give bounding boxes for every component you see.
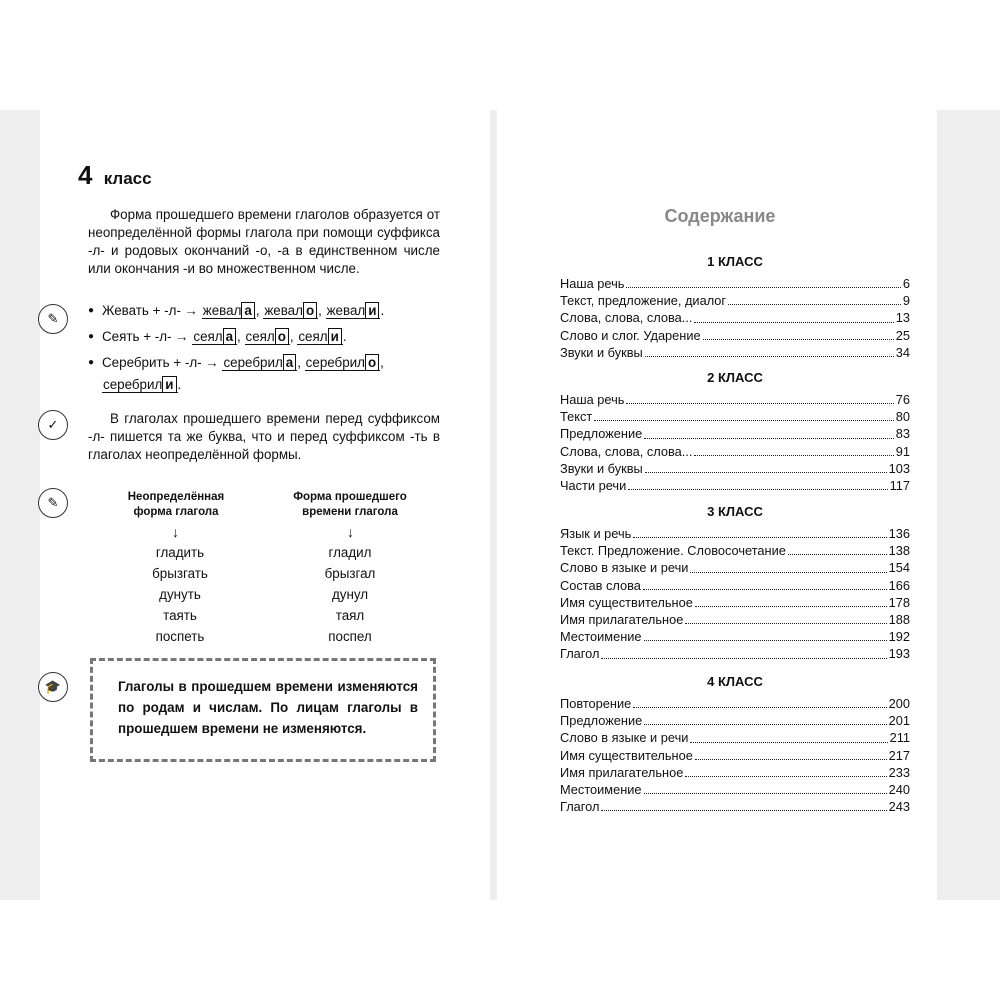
ending-box: а [223,328,236,345]
paragraph-spelling-rule: В глаголах прошедшего времени перед суффиксом -л- пишется та же буква, что и перед суффиксом -ть в глаголах неопределённой формы. [88,411,440,462]
list-item: таял [335,608,365,623]
example-form: сеял о [245,329,290,345]
toc-section [560,674,910,815]
list-item: брызгал [324,566,376,581]
example-item: ● Жевать + -л- → жевал а , жевал о , жевал и . [88,300,448,322]
column-header-infinitive: Неопределённая форма глагола [127,491,225,518]
toc-entry[interactable]: Слова, слова, слова... 91 [560,443,910,459]
toc-entry[interactable]: Наша речь 76 [560,392,910,407]
heading-number: 4 [78,160,93,190]
toc-entry[interactable]: Местоимение 192 [560,629,910,645]
list-item: поспел [328,629,372,644]
list-item: гладить [155,545,205,560]
example-form: жевал о [263,303,318,319]
toc-entry[interactable]: Текст. Предложение. Словосочетание 138 [560,543,910,559]
toc-section [560,370,910,494]
list-item: дунуть [159,587,201,602]
example-form: сеял и [297,329,342,345]
toc-entry[interactable]: Части речи 117 [560,478,910,494]
toc-entry[interactable]: Повторение 200 [560,696,910,711]
toc-entry[interactable]: Наша речь 6 [560,276,910,291]
paragraph-past-tense-formation: Форма прошедшего времени глаголов образуется от неопределённой формы глагола при помощи суффикса -л- и родовых окончаний -о, -а в единственном числе или окончания -и во множественном числе. [88,207,440,276]
toc-entry[interactable]: Глагол 243 [560,799,910,815]
toc-entry[interactable]: Предложение 201 [560,713,910,729]
list-item: брызгать [152,566,208,581]
toc-entry[interactable]: Слово и слог. Ударение 25 [560,327,910,343]
toc-section-title: 1 КЛАСС [707,254,763,269]
ending-box: о [275,328,289,345]
check-icon: ✓ [38,410,68,440]
toc-entry[interactable]: Язык и речь 136 [560,526,910,541]
toc-entry[interactable]: Звуки и буквы 103 [560,460,910,476]
down-arrow-icon: ↓ [172,524,179,540]
example-form: серебрил о [305,355,380,371]
toc-entry[interactable]: Слово в языке и речи 154 [560,560,910,576]
ending-box: о [365,354,379,371]
example-form: серебрил и [102,377,178,393]
pencil-icon-2: ✎ [38,488,68,518]
toc-section-title: 3 КЛАСС [707,504,763,519]
toc-entry[interactable]: Имя существительное 217 [560,747,910,763]
graduation-cap-icon: 🎓 [38,672,68,702]
toc-entry[interactable]: Местоимение 240 [560,782,910,798]
toc-entry[interactable]: Звуки и буквы 34 [560,344,910,360]
example-form: сеял а [192,329,237,345]
toc-entry[interactable]: Слово в языке и речи 211 [560,730,910,746]
toc-entry[interactable]: Имя прилагательное 233 [560,764,910,780]
toc-section-title: 4 КЛАСС [707,674,763,689]
ending-box: и [365,302,379,319]
ending-box: а [241,302,254,319]
list-item: таять [163,608,197,623]
toc-entry[interactable]: Слова, слова, слова... 13 [560,310,910,326]
down-arrow-icon: ↓ [347,524,354,540]
toc-title: Содержание [664,206,776,226]
page-heading [78,160,152,191]
toc-section-title: 2 КЛАСС [707,370,763,385]
list-item: дунул [331,587,369,602]
example-item: ● Сеять + -л- → сеял а , сеял о , сеял и . [88,326,448,348]
example-form: жевал а [202,303,256,319]
toc-entry[interactable]: Имя существительное 178 [560,594,910,610]
ending-box: о [303,302,317,319]
ending-box: и [162,376,176,393]
past-tense-list [300,542,400,647]
toc-entry[interactable]: Глагол 193 [560,646,910,662]
pencil-icon: ✎ [38,304,68,334]
infinitive-list [135,542,225,647]
example-form: жевал и [326,303,381,319]
column-header-past-tense: Форма прошедшего времени глагола [293,491,407,518]
example-item: ● Серебрить + -л- → серебрил а , серебрил о , серебрил и . [88,352,448,396]
rule-text: Глаголы в прошедшем времени изменяются по родам и числам. По лицам глаголы в прошедшем времени не изменяются. [118,679,418,736]
toc-entry[interactable]: Предложение 83 [560,426,910,442]
example-form: серебрил а [222,355,297,371]
toc-section [560,254,910,361]
toc-entry[interactable]: Состав слова 166 [560,577,910,593]
toc-entry[interactable]: Текст, предложение, диалог 9 [560,293,910,309]
toc-section [560,504,910,663]
ending-box: а [283,354,296,371]
list-item: гладил [328,545,372,560]
ending-box: и [328,328,342,345]
list-item: поспеть [155,629,205,644]
toc-entry[interactable]: Текст 80 [560,409,910,425]
examples-list [88,300,448,396]
toc-entry[interactable]: Имя прилагательное 188 [560,612,910,628]
heading-label: класс [103,169,152,188]
